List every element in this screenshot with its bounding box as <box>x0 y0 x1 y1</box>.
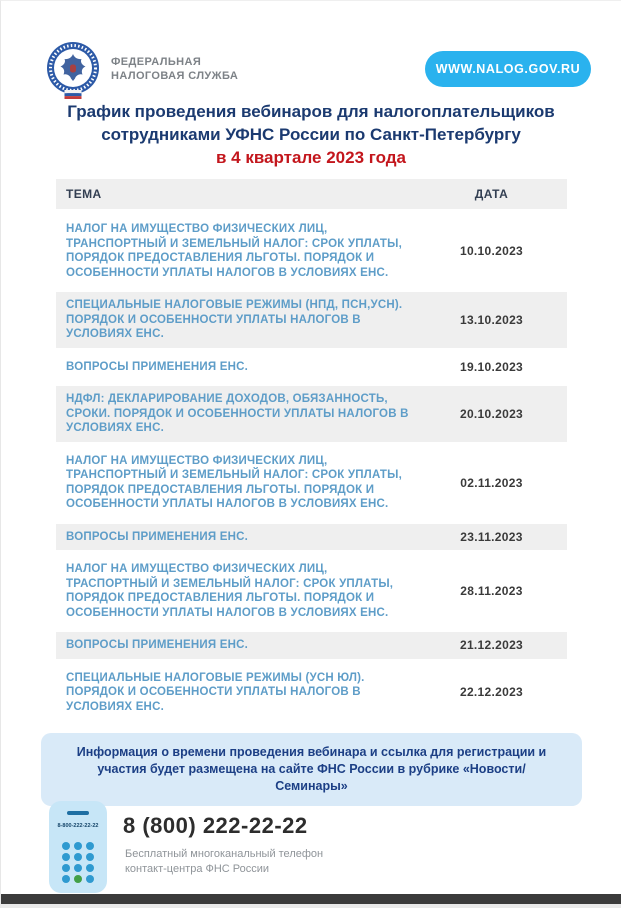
webinar-topic: ВОПРОСЫ ПРИМЕНЕНИЯ ЕНС. <box>66 360 248 373</box>
webinar-date: 13.10.2023 <box>459 312 524 327</box>
webinar-topic: ВОПРОСЫ ПРИМЕНЕНИЯ ЕНС. <box>66 639 248 651</box>
webinar-topic: НАЛОГ НА ИМУЩЕСТВО ФИЗИЧЕСКИХ ЛИЦ, ТРАНСПОРТНЫЙ И ЗЕМЕЛЬНЫЙ НАЛОГ: СРОК УПЛАТЫ, ПОРЯДОК ПРЕДОСТАВЛЕНИЯ ЛЬГОТЫ. ПОРЯДОК И ОСОБЕННОСТИ УПЛАТЫ НАЛОГОВ В УСЛОВИЯХ ЕНС. <box>66 454 402 510</box>
table-row <box>56 216 567 286</box>
footer-strip <box>1 904 621 908</box>
webinar-topic: ВОПРОСЫ ПРИМЕНЕНИЯ ЕНС. <box>66 530 248 543</box>
fns-logo <box>45 41 101 99</box>
webinar-date: 22.12.2023 <box>459 685 524 700</box>
title-line-1: График проведения вебинаров для налогоплательщиков <box>67 102 555 121</box>
webinar-date: 21.12.2023 <box>459 638 524 653</box>
registration-note <box>41 733 582 806</box>
table-row <box>56 386 567 442</box>
webinar-topic: НДФЛ: ДЕКЛАРИРОВАНИЕ ДОХОДОВ, ОБЯЗАННОСТЬ, СРОКИ. ПОРЯДОК И ОСОБЕННОСТИ УПЛАТЫ НАЛОГОВ В УСЛОВИЯХ ЕНС. <box>66 393 409 434</box>
agency-name <box>111 55 238 83</box>
webinar-date: 02.11.2023 <box>460 475 523 490</box>
phone-icon <box>49 801 107 893</box>
table-row <box>56 354 567 381</box>
table-row <box>56 665 567 721</box>
webinar-topic: СПЕЦИАЛЬНЫЕ НАЛОГОВЫЕ РЕЖИМЫ (НПД, ПСН,УСН). ПОРЯДОК И ОСОБЕННОСТИ УПЛАТЫ НАЛОГОВ В УСЛОВИЯХ ЕНС. <box>66 299 403 340</box>
contact-phone-description-line2: контакт-центра ФНС России <box>125 863 270 875</box>
column-header-topic: ТЕМА <box>66 187 102 201</box>
webinar-topic: НАЛОГ НА ИМУЩЕСТВО ФИЗИЧЕСКИХ ЛИЦ, ТРАНСПОРТНЫЙ И ЗЕМЕЛЬНЫЙ НАЛОГ: СРОК УПЛАТЫ, ПОРЯДОК ПРЕДОСТАВЛЕНИЯ ЛЬГОТЫ. ПОРЯДОК И ОСОБЕННОСТИ УПЛАТЫ НАЛОГОВ В УСЛОВИЯХ ЕНС. <box>66 223 402 279</box>
table-rows <box>56 216 567 720</box>
agency-name-line1: ФЕДЕРАЛЬНАЯ <box>111 56 202 68</box>
contact-phone-number: 8 (800) 222-22-22 <box>123 813 308 838</box>
webinar-date: 23.11.2023 <box>460 529 523 544</box>
table-row <box>56 524 567 551</box>
page-title <box>1 100 621 169</box>
webinar-topic: СПЕЦИАЛЬНЫЕ НАЛОГОВЫЕ РЕЖИМЫ (УСН ЮЛ). ПОРЯДОК И ОСОБЕННОСТИ УПЛАТЫ НАЛОГОВ В УСЛОВИЯХ ЕНС. <box>66 671 365 713</box>
registration-note-text: Информация о времени проведения вебинара и ссылка для регистрации и участия будет размещена на сайте ФНС России в рубрике «Новости/Семинары» <box>76 745 547 793</box>
table-row <box>56 556 567 626</box>
phone-speaker-slot <box>67 811 89 815</box>
webinar-date: 19.10.2023 <box>459 359 524 374</box>
contact-section <box>49 801 581 893</box>
agency-name-line2: НАЛОГОВАЯ СЛУЖБА <box>111 70 239 82</box>
phone-keypad <box>62 842 94 883</box>
title-line-quarter: в 4 квартале 2023 года <box>215 148 407 167</box>
table-row <box>56 292 567 348</box>
contact-phone-description-line1: Бесплатный многоканальный телефон <box>125 848 324 860</box>
column-header-date: ДАТА <box>474 187 509 201</box>
phone-display-text: 8-800-222-22-22 <box>57 823 99 829</box>
header <box>45 41 591 99</box>
website-button[interactable]: WWW.NALOG.GOV.RU <box>425 51 591 87</box>
contact-phone-description <box>125 847 323 877</box>
footer-bar <box>1 894 621 904</box>
webinar-date: 28.11.2023 <box>460 584 523 598</box>
webinar-date: 20.10.2023 <box>459 406 524 421</box>
webinar-date: 10.10.2023 <box>459 244 524 258</box>
webinar-schedule-table <box>56 179 567 726</box>
table-row <box>56 448 567 518</box>
table-row <box>56 632 567 659</box>
webinar-topic: НАЛОГ НА ИМУЩЕСТВО ФИЗИЧЕСКИХ ЛИЦ, ТРАСПОРТНЫЙ И ЗЕМЕЛЬНЫЙ НАЛОГ: СРОК УПЛАТЫ, ПОРЯДОК ПРЕДОСТАВЛЕНИЯ ЛЬГОТЫ. ПОРЯДОК И ОСОБЕННОСТИ УПЛАТЫ НАЛОГОВ В УСЛОВИЯХ ЕНС. <box>66 563 394 619</box>
title-line-2: сотрудниками УФНС России по Санкт-Петербургу <box>101 125 521 144</box>
table-header-row <box>56 179 567 209</box>
